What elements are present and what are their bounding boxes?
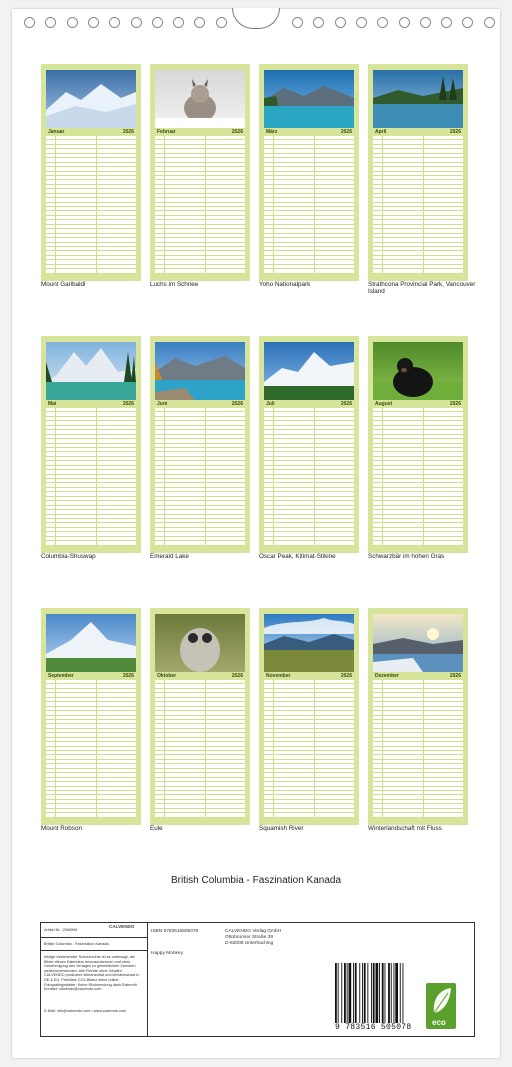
calvendo-logo: CALVENDO [109, 924, 135, 929]
imprint-middle [147, 923, 327, 1036]
month-year: 2026 [231, 401, 243, 407]
planner-grid [264, 680, 354, 818]
month-header [155, 672, 245, 680]
planner-row [264, 269, 354, 273]
month-year: 2026 [340, 401, 352, 407]
planner-grid [155, 136, 245, 274]
planner-grid [373, 680, 463, 818]
planner-row [373, 269, 463, 273]
planner-grid [373, 408, 463, 546]
publisher-street: Ottobrunner Straße 39 [225, 935, 273, 940]
photo-image [46, 70, 136, 128]
planner-row [155, 813, 245, 817]
month-photo [155, 614, 245, 672]
product-title: British Columbia - Faszination Kanada [44, 942, 109, 946]
month-februar [150, 64, 250, 281]
planner-grid [264, 136, 354, 274]
month-september [41, 608, 141, 825]
month-year: 2026 [122, 129, 134, 135]
month-caption: Mount Robson [41, 825, 82, 832]
binding-hole [216, 17, 227, 28]
month-year: 2026 [231, 673, 243, 679]
month-header [46, 400, 136, 408]
planner-row [46, 541, 136, 545]
photo-image [155, 614, 245, 672]
eco-badge [426, 983, 456, 1029]
month-caption: Emerald Lake [150, 553, 189, 560]
month-caption: Eule [150, 825, 163, 832]
month-header [264, 128, 354, 136]
isbn-text: ISBN 9783516505078 [151, 929, 199, 934]
imprint-left [41, 923, 148, 1036]
barcode-number: 9 783516 505078 [335, 1023, 412, 1032]
month-oktober [150, 608, 250, 825]
planner-row [155, 541, 245, 545]
contact-line: E-Mail: info@calvendo.com • www.calvendo.com [44, 1009, 127, 1013]
binding-hole [24, 17, 35, 28]
month-header [264, 400, 354, 408]
month-year: 2026 [340, 673, 352, 679]
month-name: September [48, 673, 74, 679]
month-name: August [375, 401, 393, 407]
month-april [368, 64, 468, 281]
planner-grid [46, 408, 136, 546]
month-photo [373, 70, 463, 128]
planner-row [46, 269, 136, 273]
month-photo [264, 614, 354, 672]
planner-row [264, 813, 354, 817]
month-caption: Schwarzbär im hohen Gras [368, 553, 445, 560]
legal-text: Infolge bestehender Schutzrechte ist es untersagt, die Bilder dieses Kalenders herauszutrennen und ohne Genehmigung des Verlages zu gewerblichen Zwecken weiterzuverwenden. Alle Rechte ohne Gewähr. CALVENDO produziert klimaneutral und klimabewusst in DE & EU. Preisliste CO2-Bilanz siehe online. Fotografiegestalter: Keine Rücksendung dank Eiskredit. Kontakt: calvendo@calvendo.com [44, 955, 140, 992]
month-name: Juli [266, 401, 275, 407]
month-name: Dezember [375, 673, 399, 679]
month-header [373, 672, 463, 680]
author-name: Happy Monkey [151, 951, 183, 956]
planner-grid [155, 680, 245, 818]
month-november [259, 608, 359, 825]
article-number: Artikel Nr.: 2066596 [44, 928, 78, 932]
month-name: Juni [157, 401, 168, 407]
month-name: Februar [157, 129, 176, 135]
binding-hole [88, 17, 99, 28]
binding-hole [152, 17, 163, 28]
month-caption: Yoho Nationalpark [259, 281, 311, 288]
month-caption: Strathcona Provincial Park, Vancouver Island [368, 281, 476, 295]
month-photo [264, 70, 354, 128]
photo-image [373, 70, 463, 128]
month-august [368, 336, 468, 553]
calendar-title: British Columbia - Faszination Kanada [170, 875, 342, 886]
month-photo [155, 342, 245, 400]
month-year: 2026 [231, 129, 243, 135]
planner-row [46, 813, 136, 817]
publisher-name: CALVENDO Verlag GmbH [225, 929, 282, 934]
month-name: Oktober [157, 673, 177, 679]
month-year: 2026 [449, 401, 461, 407]
month-header [46, 128, 136, 136]
month-year: 2026 [122, 401, 134, 407]
month-header [373, 400, 463, 408]
month-header [155, 128, 245, 136]
barcode [335, 963, 435, 1023]
month-caption: Columbia-Shuswap [41, 553, 96, 560]
month-year: 2026 [122, 673, 134, 679]
planner-grid [264, 408, 354, 546]
month-name: März [266, 129, 278, 135]
planner-grid [155, 408, 245, 546]
binding-hole [335, 17, 346, 28]
planner-row [373, 813, 463, 817]
month-caption: Luchs im Schnee [150, 281, 199, 288]
photo-image [264, 342, 354, 400]
month-header [155, 400, 245, 408]
planner-row [155, 269, 245, 273]
planner-grid [46, 680, 136, 818]
month-photo [264, 342, 354, 400]
photo-image [46, 614, 136, 672]
month-year: 2026 [340, 129, 352, 135]
photo-image [373, 342, 463, 400]
photo-image [264, 614, 354, 672]
month-header [46, 672, 136, 680]
photo-image [46, 342, 136, 400]
eco-label: eco [432, 1018, 446, 1027]
month-juli [259, 336, 359, 553]
month-photo [155, 70, 245, 128]
photo-image [155, 342, 245, 400]
month-header [264, 672, 354, 680]
photo-image [155, 70, 245, 128]
planner-row [373, 541, 463, 545]
month-caption: Oscar Peak, Kitimat-Stikine [259, 553, 336, 560]
month-photo [46, 342, 136, 400]
publisher-city: D-82008 Unterhaching [225, 941, 274, 946]
photo-image [373, 614, 463, 672]
month-header [373, 128, 463, 136]
month-mai [41, 336, 141, 553]
month-dezember [368, 608, 468, 825]
month-photo [373, 342, 463, 400]
binding-hole [131, 17, 142, 28]
month-photo [373, 614, 463, 672]
month-photo [46, 614, 136, 672]
month-caption: Squamish River [259, 825, 304, 832]
photo-image [264, 70, 354, 128]
binding-hole [399, 17, 410, 28]
planner-grid [373, 136, 463, 274]
month-name: Januar [48, 129, 65, 135]
planner-row [264, 541, 354, 545]
month-januar [41, 64, 141, 281]
month-caption: Mount Garibaldi [41, 281, 86, 288]
planner-grid [46, 136, 136, 274]
month-name: April [375, 129, 387, 135]
month-year: 2026 [449, 129, 461, 135]
binding-hole [356, 17, 367, 28]
month-year: 2026 [449, 673, 461, 679]
month-märz [259, 64, 359, 281]
binding-hole [484, 17, 495, 28]
month-juni [150, 336, 250, 553]
binding-hole [292, 17, 303, 28]
month-name: November [266, 673, 291, 679]
month-photo [46, 70, 136, 128]
binding-hole [420, 17, 431, 28]
binding-hole [67, 17, 78, 28]
month-caption: Winterlandschaft mit Fluss [368, 825, 442, 832]
month-name: Mai [48, 401, 57, 407]
imprint-box [40, 922, 475, 1037]
